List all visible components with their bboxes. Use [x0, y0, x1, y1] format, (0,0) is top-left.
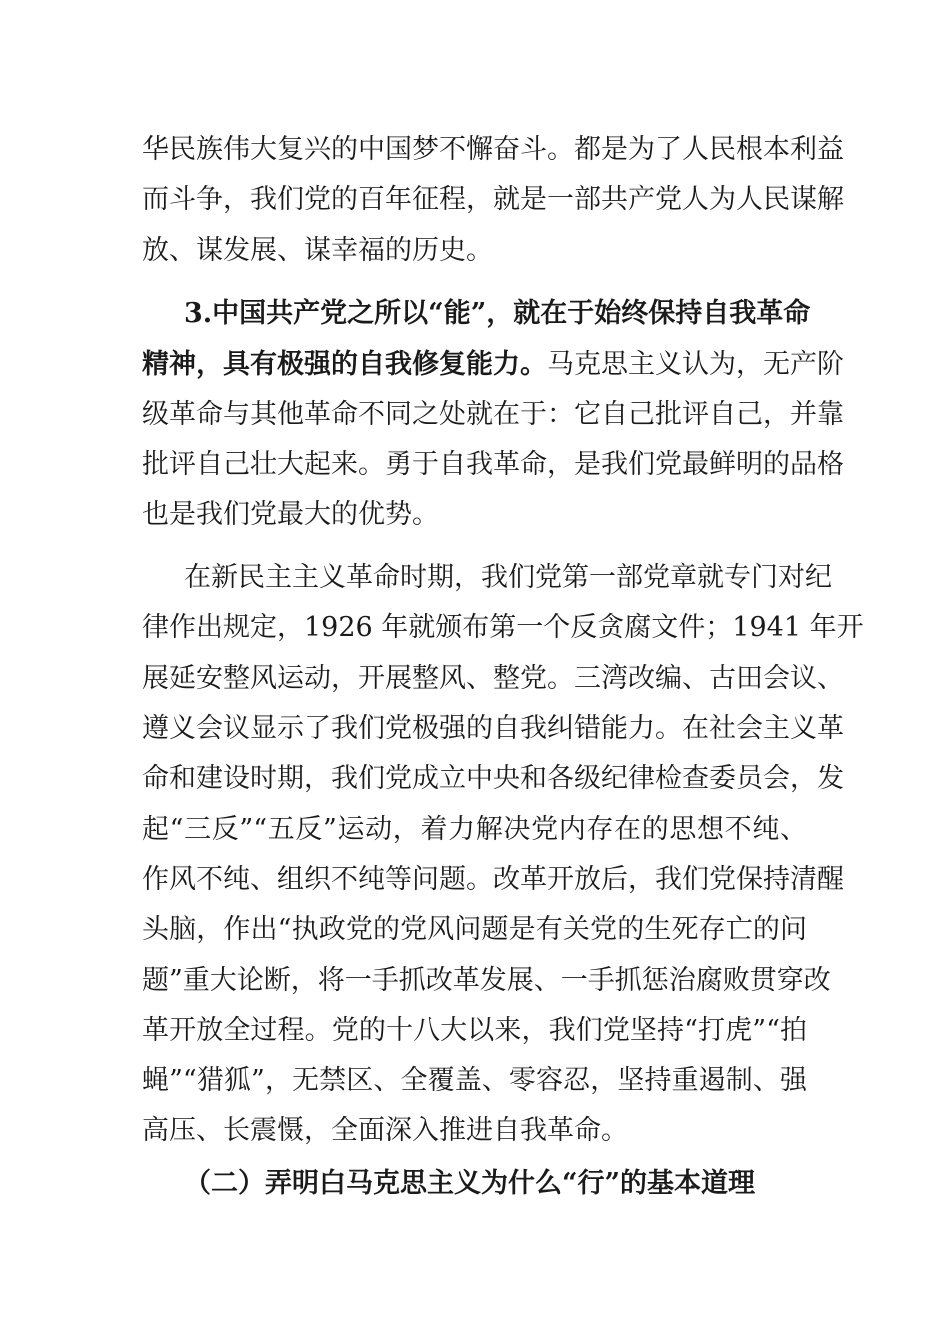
- paragraph-3-line-11: 蝇”“猎狐”，无禁区、全覆盖、零容忍，坚持重遏制、强: [142, 1065, 807, 1096]
- paragraph-3-line-3: 展延安整风运动，开展整风、整党。三湾改编、古田会议、: [142, 663, 844, 694]
- paragraph-3-line-2: 律作出规定，1926 年就颁布第一个反贪腐文件；1941 年开: [142, 612, 864, 643]
- paragraph-3-line-7: 作风不纯、组织不纯等问题。改革开放后，我们党保持清醒: [142, 864, 844, 895]
- paragraph-2-bold-heading-line-1: 3.中国共产党之所以“能”，就在于始终保持自我革命: [184, 298, 811, 329]
- paragraph-3-line-5: 命和建设时期，我们党成立中央和各级纪律检查委员会，发: [142, 763, 844, 794]
- paragraph-3-line-12: 高压、长震慑，全面深入推进自我革命。: [142, 1115, 628, 1146]
- section-heading: （二）弄明白马克思主义为什么“行”的基本道理: [184, 1168, 756, 1199]
- paragraph-2-line-2: [142, 339, 844, 391]
- paragraph-3-line-6: 起“三反”“五反”运动，着力解决党内存在的思想不纯、: [142, 814, 807, 845]
- paragraph-3-line-10: 革开放全过程。党的十八大以来，我们党坚持“打虎”“拍: [142, 1015, 807, 1046]
- paragraph-2-line-3: 级革命与其他革命不同之处就在于：它自己批评自己，并靠: [142, 399, 844, 430]
- paragraph-2-line-4: 批评自己壮大起来。勇于自我革命，是我们党最鲜明的品格: [142, 449, 844, 480]
- paragraph-2-text-line-2: 马克思主义认为，无产阶: [547, 349, 844, 380]
- paragraph-3-line-1: 在新民主主义革命时期，我们党第一部党章就专门对纪: [184, 562, 832, 593]
- paragraph-3-line-4: 遵义会议显示了我们党极强的自我纠错能力。在社会主义革: [142, 713, 844, 744]
- paragraph-1-line-1: 华民族伟大复兴的中国梦不懈奋斗。都是为了人民根本利益: [142, 134, 844, 165]
- paragraph-3-line-9: 题”重大论断，将一手抓改革发展、一手抓惩治腐败贯穿改: [142, 965, 831, 996]
- paragraph-1-line-2: 而斗争，我们党的百年征程，就是一部共产党人为人民谋解: [142, 184, 844, 215]
- paragraph-2-line-5: 也是我们党最大的优势。: [142, 499, 439, 530]
- paragraph-3-line-8: 头脑，作出“执政党的党风问题是有关党的生死存亡的问: [142, 914, 807, 945]
- paragraph-1-line-3: 放、谋发展、谋幸福的历史。: [142, 235, 493, 266]
- paragraph-2-bold-heading-line-2: 精神，具有极强的自我修复能力。: [142, 349, 547, 380]
